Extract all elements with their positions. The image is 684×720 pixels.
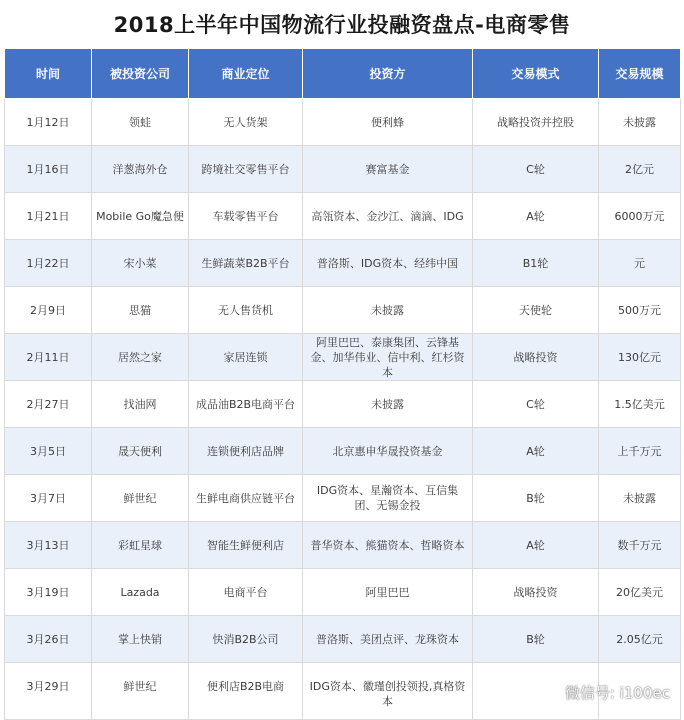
cell-deal-size: 未披露 xyxy=(599,99,681,146)
cell-investor: 高瓴资本、金沙江、滴滴、IDG xyxy=(303,193,473,240)
cell-positioning: 跨境社交零售平台 xyxy=(189,146,303,193)
cell-time: 3月29日 xyxy=(5,663,92,720)
page-title: 2018上半年中国物流行业投融资盘点-电商零售 xyxy=(113,13,571,37)
cell-deal-size: 未披露 xyxy=(599,475,681,522)
cell-deal-type: C轮 xyxy=(473,381,599,428)
col-header-company: 被投资公司 xyxy=(92,49,189,99)
cell-deal-size: 元 xyxy=(599,240,681,287)
cell-company: 鲜世纪 xyxy=(92,475,189,522)
table-row xyxy=(5,193,681,240)
cell-deal-size: 2.05亿元 xyxy=(599,616,681,663)
cell-positioning: 车载零售平台 xyxy=(189,193,303,240)
col-header-time: 时间 xyxy=(5,49,92,99)
cell-company: Lazada xyxy=(92,569,189,616)
cell-deal-size: 130亿元 xyxy=(599,334,681,381)
cell-investor: 未披露 xyxy=(303,381,473,428)
cell-deal-type: 战略投资并控股 xyxy=(473,99,599,146)
cell-investor: IDG资本、星瀚资本、互信集团、无锡金投 xyxy=(303,475,473,522)
cell-investor: 普华资本、熊猫资本、哲略资本 xyxy=(303,522,473,569)
table-row xyxy=(5,381,681,428)
cell-company: 宋小菜 xyxy=(92,240,189,287)
cell-time: 1月21日 xyxy=(5,193,92,240)
cell-deal-type: B轮 xyxy=(473,475,599,522)
cell-company: Mobile Go魔急便 xyxy=(92,193,189,240)
table-row xyxy=(5,475,681,522)
table-row xyxy=(5,522,681,569)
investment-table xyxy=(4,48,681,720)
table-row xyxy=(5,146,681,193)
watermark xyxy=(539,682,670,703)
cell-deal-type: 天使轮 xyxy=(473,287,599,334)
cell-investor: 普洛斯、美团点评、龙珠资本 xyxy=(303,616,473,663)
cell-time: 2月11日 xyxy=(5,334,92,381)
table-row xyxy=(5,428,681,475)
cell-company: 鲜世纪 xyxy=(92,663,189,720)
cell-time: 3月7日 xyxy=(5,475,92,522)
table-row xyxy=(5,287,681,334)
col-header-deal-type: 交易模式 xyxy=(473,49,599,99)
cell-deal-size: 500万元 xyxy=(599,287,681,334)
cell-company: 掌上快销 xyxy=(92,616,189,663)
cell-company: 居然之家 xyxy=(92,334,189,381)
wechat-icon xyxy=(539,685,559,701)
cell-time: 1月12日 xyxy=(5,99,92,146)
cell-positioning: 快消B2B公司 xyxy=(189,616,303,663)
cell-positioning: 电商平台 xyxy=(189,569,303,616)
table-row xyxy=(5,99,681,146)
cell-deal-size: 6000万元 xyxy=(599,193,681,240)
col-header-positioning: 商业定位 xyxy=(189,49,303,99)
cell-deal-type: B1轮 xyxy=(473,240,599,287)
cell-deal-size: 数千万元 xyxy=(599,522,681,569)
cell-deal-type: 战略投资 xyxy=(473,334,599,381)
cell-positioning: 无人货架 xyxy=(189,99,303,146)
cell-company: 彩虹星球 xyxy=(92,522,189,569)
cell-company: 洋葱海外仓 xyxy=(92,146,189,193)
cell-company: 晟天便利 xyxy=(92,428,189,475)
table-row xyxy=(5,616,681,663)
watermark-text: 微信号: i100ec xyxy=(564,684,670,702)
cell-investor: 北京惠申华晟投资基金 xyxy=(303,428,473,475)
cell-time: 3月19日 xyxy=(5,569,92,616)
cell-positioning: 生鲜电商供应链平台 xyxy=(189,475,303,522)
cell-investor: IDG资本、徽瑾创投领投,真格资本 xyxy=(303,663,473,720)
cell-deal-type: 战略投资 xyxy=(473,569,599,616)
cell-investor: 普洛斯、IDG资本、经纬中国 xyxy=(303,240,473,287)
cell-deal-size: 上千万元 xyxy=(599,428,681,475)
cell-positioning: 便利店B2B电商 xyxy=(189,663,303,720)
cell-positioning: 无人售货机 xyxy=(189,287,303,334)
col-header-investor: 投资方 xyxy=(303,49,473,99)
cell-time: 2月27日 xyxy=(5,381,92,428)
table-header-row xyxy=(5,49,681,99)
cell-deal-size: 20亿美元 xyxy=(599,569,681,616)
cell-company: 思猫 xyxy=(92,287,189,334)
cell-deal-type: A轮 xyxy=(473,522,599,569)
cell-positioning: 成品油B2B电商平台 xyxy=(189,381,303,428)
cell-positioning: 智能生鲜便利店 xyxy=(189,522,303,569)
cell-investor: 便利蜂 xyxy=(303,99,473,146)
cell-investor: 阿里巴巴 xyxy=(303,569,473,616)
cell-time: 1月16日 xyxy=(5,146,92,193)
cell-investor: 阿里巴巴、泰康集团、云锋基金、加华伟业、信中利、红杉资本 xyxy=(303,334,473,381)
cell-positioning: 连锁便利店品牌 xyxy=(189,428,303,475)
cell-company: 领蛙 xyxy=(92,99,189,146)
cell-deal-size: 2亿元 xyxy=(599,146,681,193)
cell-investor: 赛富基金 xyxy=(303,146,473,193)
table-row xyxy=(5,240,681,287)
cell-investor: 未披露 xyxy=(303,287,473,334)
cell-positioning: 生鲜蔬菜B2B平台 xyxy=(189,240,303,287)
cell-deal-type: A轮 xyxy=(473,193,599,240)
table-row xyxy=(5,569,681,616)
cell-time: 3月26日 xyxy=(5,616,92,663)
cell-time: 1月22日 xyxy=(5,240,92,287)
table-row xyxy=(5,334,681,381)
cell-positioning: 家居连锁 xyxy=(189,334,303,381)
cell-time: 3月13日 xyxy=(5,522,92,569)
cell-time: 2月9日 xyxy=(5,287,92,334)
cell-deal-type: B轮 xyxy=(473,616,599,663)
cell-deal-type: A轮 xyxy=(473,428,599,475)
cell-deal-type: C轮 xyxy=(473,146,599,193)
col-header-deal-size: 交易规模 xyxy=(599,49,681,99)
cell-time: 3月5日 xyxy=(5,428,92,475)
cell-deal-size: 1.5亿美元 xyxy=(599,381,681,428)
cell-company: 找油网 xyxy=(92,381,189,428)
